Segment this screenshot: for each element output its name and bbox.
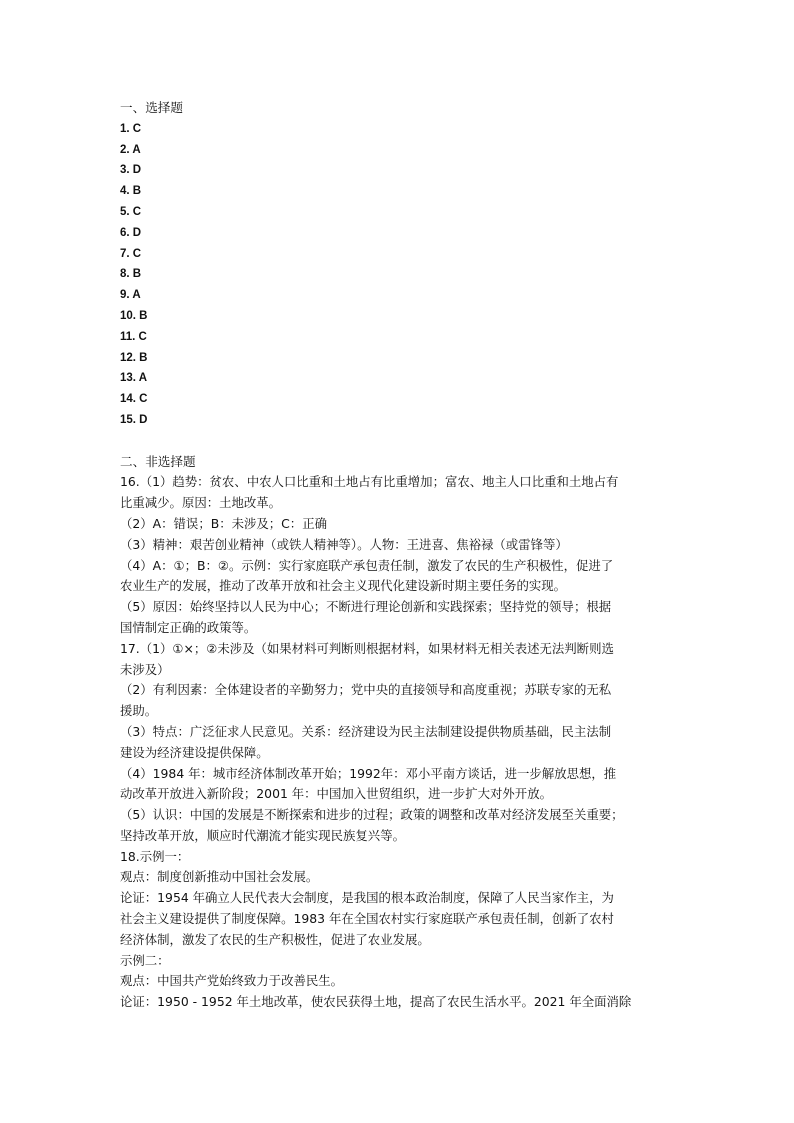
answer-text-line: （2）A：错误；B：未涉及；C：正确 — [120, 515, 327, 531]
mc-answer-item: 6. D — [120, 226, 142, 239]
answer-text-line: 观点：制度创新推动中国社会发展。 — [120, 869, 319, 885]
mc-answer-item: 8. B — [120, 268, 142, 281]
mc-answer-item: 4. B — [120, 185, 142, 198]
answer-text-line: （3）精神：艰苦创业精神（或铁人精神等）。人物：王进喜、焦裕禄（或雷锋等） — [120, 536, 568, 552]
answer-text-line: 建设为经济建设提供保障。 — [120, 744, 269, 760]
answer-text-line: 论证：1954 年确立人民代表大会制度，是我国的根本政治制度，保障了人民当家作主，为 — [120, 890, 614, 906]
mc-answer-item: 2. A — [120, 143, 141, 156]
answer-text-line: 社会主义建设提供了制度保障。1983 年在全国农村实行家庭联产承包责任制，创新了农村 — [120, 911, 614, 927]
answer-text-line: 17.（1）①×；②未涉及（如果材料可判断则根据材料，如果材料无相关表述无法判断则选 — [120, 640, 614, 656]
answer-text-line: （2）有利因素：全体建设者的辛勤努力；党中央的直接领导和高度重视；苏联专家的无私 — [120, 682, 612, 698]
mc-answer-item: 10. B — [120, 309, 148, 322]
answer-text-line: 援助。 — [120, 703, 158, 719]
answer-text-line: 未涉及） — [120, 661, 170, 677]
answer-text-line: 16.（1）趋势：贫农、中农人口比重和土地占有比重增加；富农、地主人口比重和土地占有 — [120, 474, 619, 490]
mc-answer-item: 14. C — [120, 393, 148, 406]
answer-text-line: 农业生产的发展，推动了改革开放和社会主义现代化建设新时期主要任务的实现。 — [120, 578, 567, 594]
answer-text-line: （4）1984 年：城市经济体制改革开始；1992年：邓小平南方谈话，进一步解放思想，推 — [120, 765, 617, 781]
mc-answer-item: 12. B — [120, 351, 148, 364]
section-title-multiple-choice: 一、选择题 — [120, 100, 183, 115]
mc-answer-item: 15. D — [120, 413, 148, 426]
section-gap — [120, 431, 685, 452]
mc-answer-item: 11. C — [120, 330, 147, 343]
mc-answer-item: 5. C — [120, 205, 142, 218]
answer-text-line: 坚持改革开放，顺应时代潮流才能实现民族复兴等。 — [120, 827, 405, 843]
mc-answer-item: 13. A — [120, 372, 148, 385]
multiple-choice-answer-list — [120, 119, 685, 431]
answer-text-line: 比重减少。原因：土地改革。 — [120, 495, 282, 511]
answer-text-line: （5）原因：始终坚持以人民为中心；不断进行理论创新和实践探索；坚持党的领导；根据 — [120, 599, 612, 615]
answer-text-line: 观点：中国共产党始终致力于改善民生。 — [120, 973, 344, 989]
non-choice-answer-text — [120, 472, 685, 1013]
answer-text-line: （5）认识：中国的发展是不断探索和进步的过程；政策的调整和改革对经济发展至关重要； — [120, 807, 624, 823]
mc-answer-item: 3. D — [120, 164, 142, 177]
mc-answer-item: 9. A — [120, 289, 141, 302]
answer-text-line: （4）A：①；B：②。示例：实行家庭联产承包责任制，激发了农民的生产积极性，促进了 — [120, 557, 614, 573]
section-title-non-choice: 二、非选择题 — [120, 453, 196, 469]
mc-answer-item: 1. C — [120, 122, 142, 135]
answer-text-line: 经济体制，激发了农民的生产积极性，促进了农业发展。 — [120, 931, 430, 947]
answer-text-line: 国情制定正确的政策等。 — [120, 619, 257, 635]
answer-text-line: 动改革开放进入新阶段；2001 年：中国加入世贸组织，进一步扩大对外开放。 — [120, 786, 552, 802]
answer-text-line: 18.示例一： — [120, 848, 190, 864]
mc-answer-item: 7. C — [120, 247, 142, 260]
answer-text-line: （3）特点：广泛征求人民意见。关系：经济建设为民主法制建设提供物质基础，民主法制 — [120, 723, 612, 739]
answer-text-line: 示例二： — [120, 952, 170, 968]
answer-document — [120, 98, 685, 1013]
answer-text-line: 论证：1950 - 1952 年土地改革，使农民获得土地，提高了农民生活水平。2021 年全面消除 — [120, 994, 632, 1010]
